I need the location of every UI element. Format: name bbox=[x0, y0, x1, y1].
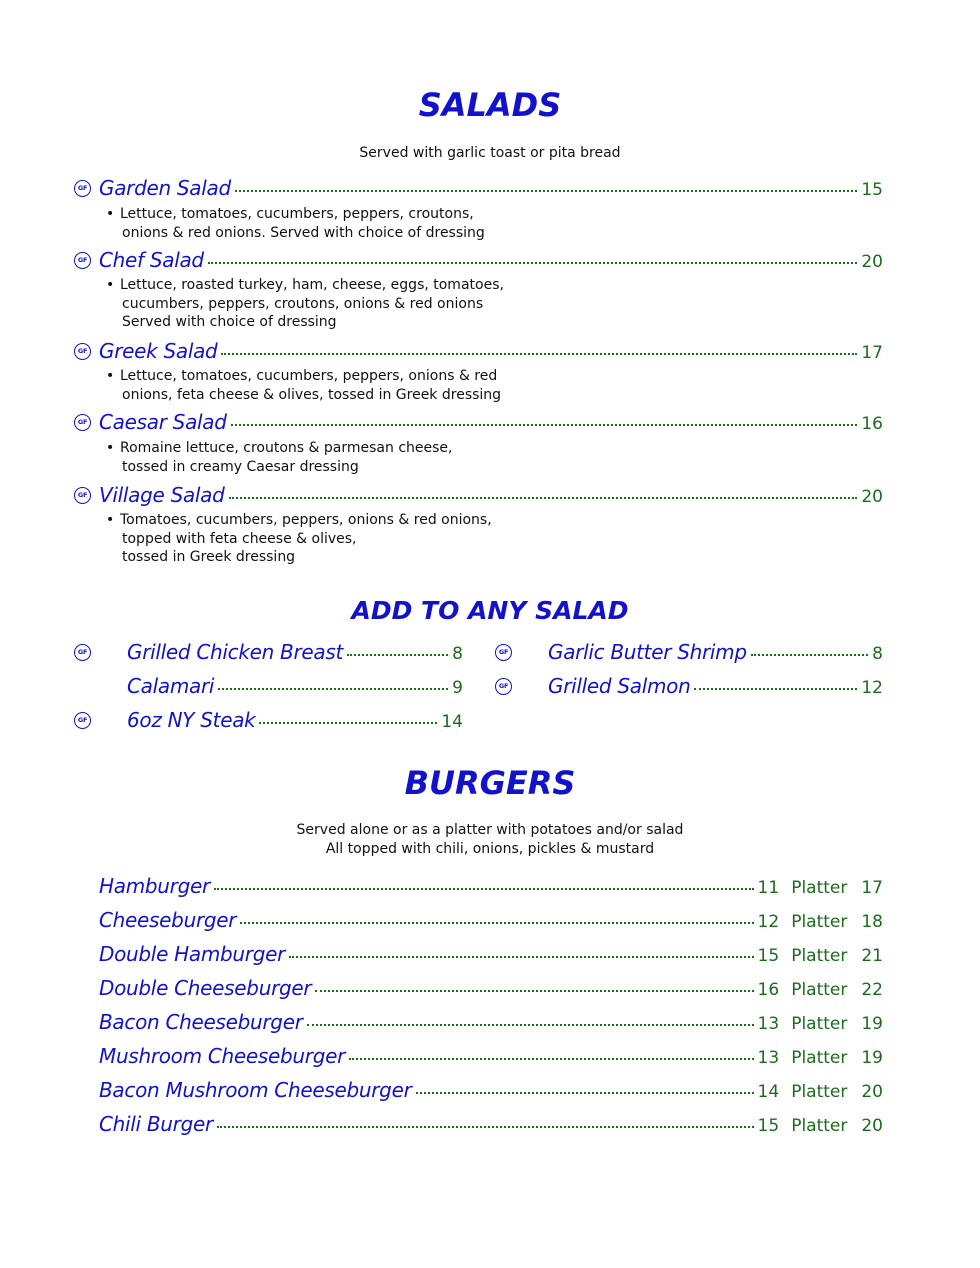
item-price: 8 bbox=[452, 644, 463, 664]
item-price: 13 bbox=[757, 1048, 780, 1068]
item-name: 6oz NY Steak bbox=[127, 708, 256, 732]
platter-price: 19 bbox=[861, 1014, 883, 1034]
add-to-salad-title: ADD TO ANY SALAD bbox=[351, 596, 629, 625]
gluten-free-icon: GF bbox=[74, 414, 91, 431]
item-price: 15 bbox=[757, 946, 780, 966]
menu-item-greek-salad bbox=[99, 339, 883, 367]
item-price: 16 bbox=[861, 414, 883, 434]
dot-leader bbox=[214, 888, 754, 890]
gluten-free-icon: GF bbox=[495, 644, 512, 661]
gluten-free-icon: GF bbox=[495, 678, 512, 695]
dot-leader bbox=[235, 190, 857, 192]
gluten-free-icon: GF bbox=[74, 712, 91, 729]
menu-item-bacon-mushroom-cheeseburger bbox=[99, 1078, 883, 1106]
burgers-subtitle-line-2: All topped with chili, onions, pickles & mustard bbox=[325, 841, 655, 857]
item-price: 14 bbox=[441, 712, 463, 732]
dot-leader bbox=[289, 956, 754, 958]
item-name: Greek Salad bbox=[99, 339, 218, 363]
item-price: 20 bbox=[861, 487, 883, 507]
dot-leader bbox=[221, 353, 857, 355]
platter-label: Platter bbox=[791, 980, 848, 1000]
platter-label: Platter bbox=[791, 878, 848, 898]
item-name: Double Cheeseburger bbox=[99, 976, 312, 1000]
addon-ny-steak bbox=[127, 708, 463, 736]
bullet-icon: • bbox=[106, 206, 115, 222]
platter-price: 18 bbox=[861, 912, 883, 932]
gluten-free-icon: GF bbox=[74, 487, 91, 504]
item-name: Bacon Cheeseburger bbox=[99, 1010, 303, 1034]
bullet-icon: • bbox=[106, 512, 115, 528]
item-price: 12 bbox=[861, 678, 883, 698]
item-name: Caesar Salad bbox=[99, 410, 227, 434]
item-price: 11 bbox=[757, 878, 780, 898]
item-price: 15 bbox=[861, 180, 883, 200]
platter-price: 21 bbox=[861, 946, 883, 966]
item-name: Grilled Salmon bbox=[548, 674, 691, 698]
dot-leader bbox=[229, 497, 858, 499]
platter-price: 19 bbox=[861, 1048, 883, 1068]
platter-label: Platter bbox=[791, 1116, 848, 1136]
item-price: 8 bbox=[872, 644, 883, 664]
item-name: Garlic Butter Shrimp bbox=[548, 640, 747, 664]
item-price: 14 bbox=[757, 1082, 780, 1102]
platter-price: 22 bbox=[861, 980, 883, 1000]
item-description: • Lettuce, tomatoes, cucumbers, peppers, croutons, onions & red onions. Served with choice of dressing bbox=[106, 206, 485, 241]
item-price: 17 bbox=[861, 343, 883, 363]
item-description: • Lettuce, roasted turkey, ham, cheese, eggs, tomatoes, cucumbers, peppers, croutons, onions & red onions Served with choice of dressing bbox=[106, 277, 504, 330]
dot-leader bbox=[416, 1092, 754, 1094]
item-name: Garden Salad bbox=[99, 176, 231, 200]
item-name: Hamburger bbox=[99, 874, 210, 898]
platter-price: 20 bbox=[861, 1082, 883, 1102]
dot-leader bbox=[208, 262, 858, 264]
dot-leader bbox=[218, 688, 448, 690]
dot-leader bbox=[231, 424, 858, 426]
burgers-subtitle-line-1: Served alone or as a platter with potatoes and/or salad bbox=[296, 822, 684, 838]
item-price: 20 bbox=[861, 252, 883, 272]
item-name: Mushroom Cheeseburger bbox=[99, 1044, 346, 1068]
menu-item-double-hamburger bbox=[99, 942, 883, 970]
bullet-icon: • bbox=[106, 277, 115, 293]
burgers-title: BURGERS bbox=[404, 764, 576, 802]
gluten-free-icon: GF bbox=[74, 180, 91, 197]
menu-item-mushroom-cheeseburger bbox=[99, 1044, 883, 1072]
platter-label: Platter bbox=[791, 1082, 848, 1102]
salads-subtitle: Served with garlic toast or pita bread bbox=[359, 145, 621, 161]
platter-label: Platter bbox=[791, 1014, 848, 1034]
item-name: Village Salad bbox=[99, 483, 225, 507]
gluten-free-icon: GF bbox=[74, 252, 91, 269]
item-name: Grilled Chicken Breast bbox=[127, 640, 344, 664]
gluten-free-icon: GF bbox=[74, 343, 91, 360]
dot-leader bbox=[307, 1024, 754, 1026]
item-price: 12 bbox=[757, 912, 780, 932]
item-name: Chili Burger bbox=[99, 1112, 213, 1136]
addon-garlic-butter-shrimp bbox=[548, 640, 883, 668]
item-price: 9 bbox=[452, 678, 463, 698]
item-description: • Tomatoes, cucumbers, peppers, onions & red onions, topped with feta cheese & olives, tossed in Greek dressing bbox=[106, 512, 492, 565]
addon-grilled-salmon bbox=[548, 674, 883, 702]
dot-leader bbox=[259, 722, 437, 724]
menu-item-caesar-salad bbox=[99, 410, 883, 438]
dot-leader bbox=[694, 688, 857, 690]
item-name: Calamari bbox=[127, 674, 215, 698]
item-description: • Lettuce, tomatoes, cucumbers, peppers, onions & red onions, feta cheese & olives, tossed in Greek dressing bbox=[106, 368, 502, 403]
dot-leader bbox=[349, 1058, 753, 1060]
platter-price: 20 bbox=[861, 1116, 883, 1136]
platter-price: 17 bbox=[861, 878, 883, 898]
dot-leader bbox=[315, 990, 753, 992]
gluten-free-icon: GF bbox=[74, 644, 91, 661]
platter-label: Platter bbox=[791, 946, 848, 966]
item-price: 13 bbox=[757, 1014, 780, 1034]
item-description: • Romaine lettuce, croutons & parmesan cheese, tossed in creamy Caesar dressing bbox=[106, 440, 453, 475]
item-name: Cheeseburger bbox=[99, 908, 237, 932]
item-price: 16 bbox=[757, 980, 780, 1000]
addon-calamari bbox=[127, 674, 463, 702]
menu-item-chef-salad bbox=[99, 248, 883, 276]
dot-leader bbox=[347, 654, 448, 656]
dot-leader bbox=[240, 922, 753, 924]
bullet-icon: • bbox=[106, 440, 115, 456]
menu-item-garden-salad bbox=[99, 176, 883, 204]
item-name: Bacon Mushroom Cheeseburger bbox=[99, 1078, 412, 1102]
salads-title: SALADS bbox=[418, 86, 562, 124]
item-price: 15 bbox=[757, 1116, 780, 1136]
menu-item-double-cheeseburger bbox=[99, 976, 883, 1004]
menu-item-hamburger bbox=[99, 874, 883, 902]
menu-item-chili-burger bbox=[99, 1112, 883, 1140]
item-name: Double Hamburger bbox=[99, 942, 286, 966]
menu-item-bacon-cheeseburger bbox=[99, 1010, 883, 1038]
bullet-icon: • bbox=[106, 368, 115, 384]
dot-leader bbox=[751, 654, 868, 656]
platter-label: Platter bbox=[791, 1048, 848, 1068]
item-name: Chef Salad bbox=[99, 248, 204, 272]
menu-item-village-salad bbox=[99, 483, 883, 511]
addon-grilled-chicken-breast bbox=[127, 640, 463, 668]
menu-item-cheeseburger bbox=[99, 908, 883, 936]
platter-label: Platter bbox=[791, 912, 848, 932]
dot-leader bbox=[217, 1126, 754, 1128]
